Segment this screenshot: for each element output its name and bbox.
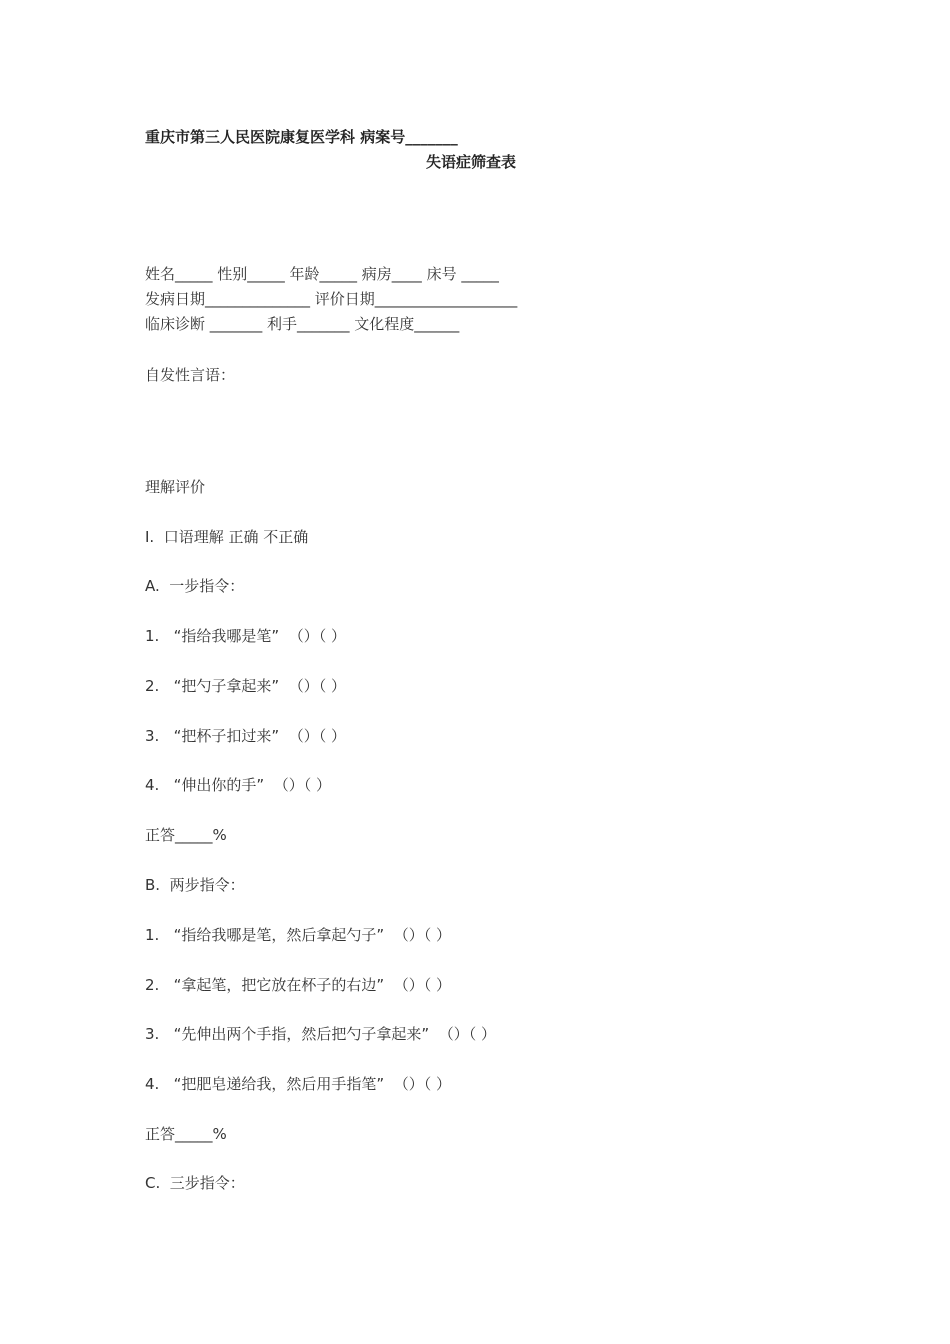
list-item: 3. “先伸出两个手指，然后把勺子拿起来” （）（ ） [145, 1025, 496, 1043]
list-item: 1. “指给我哪是笔” （）（ ） [145, 627, 346, 645]
section-a-title: A. 一步指令： [145, 577, 245, 595]
form-title: 失语症筛查表 [426, 153, 517, 171]
hospital-case-line: 重庆市第三人民医院康复医学科 病案号_______ [145, 128, 458, 146]
spontaneous-speech-label: 自发性言语： [145, 366, 236, 384]
oral-comprehension-header: I. 口语理解 正确 不正确 [145, 528, 309, 546]
list-item: 2. “拿起笔，把它放在杯子的右边” （）（ ） [145, 976, 451, 994]
comprehension-title: 理解评价 [145, 478, 206, 496]
list-item: 4. “把肥皂递给我，然后用手指笔” （）（ ） [145, 1075, 451, 1093]
patient-info-line-3: 临床诊断 _______ 利手_______ 文化程度______ [145, 315, 460, 333]
patient-info-line-2: 发病日期______________ 评价日期___________________ [145, 290, 518, 308]
list-item: 3. “把杯子扣过来” （）（ ） [145, 727, 346, 745]
section-c-title: C. 三步指令： [145, 1174, 245, 1192]
section-b-title: B. 两步指令： [145, 876, 245, 894]
section-b-score: 正答_____% [145, 1125, 227, 1143]
list-item: 4. “伸出你的手” （）（ ） [145, 776, 331, 794]
section-a-score: 正答_____% [145, 826, 227, 844]
list-item: 1. “指给我哪是笔，然后拿起勺子” （）（ ） [145, 926, 451, 944]
patient-info-line-1: 姓名_____ 性别_____ 年龄_____ 病房____ 床号 _____ [145, 265, 499, 283]
list-item: 2. “把勺子拿起来” （）（ ） [145, 677, 346, 695]
